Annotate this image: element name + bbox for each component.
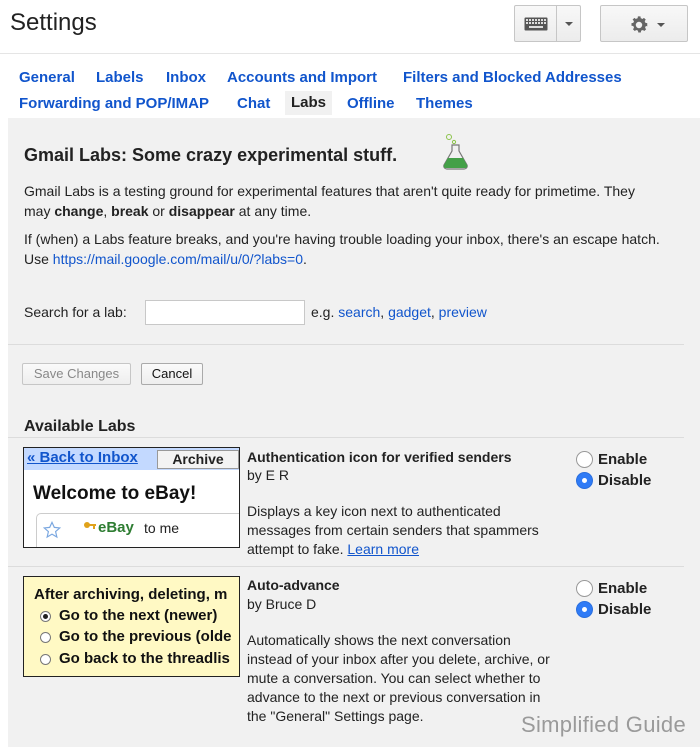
key-icon <box>83 520 97 534</box>
disable-radio-row[interactable] <box>576 599 651 619</box>
disable-radio[interactable] <box>576 601 593 618</box>
enable-radio-row[interactable] <box>576 449 647 469</box>
disable-radio-row[interactable] <box>576 470 651 490</box>
enable-label: Enable <box>598 579 648 597</box>
intro-break: break <box>111 203 149 219</box>
lab-author: by Bruce D <box>247 596 317 612</box>
thumbnail-message-row <box>36 513 240 548</box>
disable-label: Disable <box>598 471 652 489</box>
divider <box>8 344 684 345</box>
star-icon <box>43 521 61 539</box>
lab-name: Authentication icon for verified senders <box>247 449 512 465</box>
thumbnail-option: Go back to the threadlis <box>59 650 230 667</box>
tab-chat[interactable]: Chat <box>237 95 271 112</box>
lab-name: Auto-advance <box>247 577 340 593</box>
intro-end: at any time. <box>234 203 312 219</box>
thumbnail-heading: After archiving, deleting, m <box>34 586 228 603</box>
save-changes-button[interactable]: Save Changes <box>22 363 131 385</box>
example-link-gadget[interactable]: gadget <box>388 304 431 320</box>
watermark: Simplified Guide <box>521 712 686 737</box>
thumbnail-subject: Welcome to eBay! <box>33 483 197 504</box>
enable-label: Enable <box>598 450 648 468</box>
tab-general[interactable]: General <box>19 69 75 86</box>
enable-radio[interactable] <box>576 580 593 597</box>
tab-themes[interactable]: Themes <box>416 95 473 112</box>
thumbnail-radio <box>40 654 51 665</box>
labs-heading: Gmail Labs: Some crazy experimental stuff. <box>24 145 398 165</box>
settings-gear-button[interactable] <box>600 5 688 42</box>
thumbnail-back-to-inbox: « Back to Inbox <box>27 449 138 466</box>
intro-text: Gmail Labs is a testing ground for experimental features that aren't quite ready for primetime. They may <box>24 183 635 219</box>
thumbnail-radio <box>40 632 51 643</box>
example-link-search[interactable]: search <box>338 304 381 320</box>
tab-forwarding-and-pop-imap[interactable]: Forwarding and POP/IMAP <box>19 95 210 112</box>
chevron-down-icon[interactable] <box>565 22 573 26</box>
thumbnail-archive-button: Archive <box>157 450 239 469</box>
button-separator <box>556 6 557 41</box>
intro-change: change <box>54 203 104 219</box>
enable-radio-row[interactable] <box>576 578 647 598</box>
thumbnail-recipient: to me <box>144 520 180 536</box>
search-label: Search for a lab: <box>24 304 127 320</box>
lab-thumbnail-authentication <box>23 447 240 548</box>
lab-thumbnail-auto-advance <box>23 576 240 677</box>
thumbnail-option: Go to the next (newer) <box>59 607 218 624</box>
page-title: Settings <box>10 9 97 36</box>
intro-or: or <box>148 203 169 219</box>
gear-icon <box>628 14 650 36</box>
examples-separator: , <box>380 304 389 320</box>
input-tools-button[interactable] <box>514 5 581 42</box>
escape-hatch-text <box>24 229 664 269</box>
examples-separator: , <box>430 304 439 320</box>
escape-hatch-link[interactable]: https://mail.google.com/mail/u/0/?labs=0 <box>52 251 303 267</box>
examples-prefix: e.g. <box>311 304 339 320</box>
available-labs-heading: Available Labs <box>24 418 136 435</box>
escape-end: . <box>303 251 307 267</box>
tab-filters-and-blocked-addresses[interactable]: Filters and Blocked Addresses <box>403 69 622 86</box>
tab-inbox[interactable]: Inbox <box>166 69 206 86</box>
lab-description <box>247 502 557 559</box>
search-examples <box>311 304 487 320</box>
thumbnail-sender: eBay <box>98 519 134 536</box>
escape-text: If (when) a Labs feature breaks, and you're having trouble loading your inbox, there's an escape hatch. Use <box>24 231 660 267</box>
thumbnail-option: Go to the previous (olde <box>59 628 232 645</box>
search-lab-input[interactable] <box>145 300 305 325</box>
enable-radio[interactable] <box>576 451 593 468</box>
intro-separator: , <box>103 203 112 219</box>
example-link-preview[interactable]: preview <box>438 304 487 320</box>
tab-accounts-and-import[interactable]: Accounts and Import <box>227 69 378 86</box>
lab-description: Automatically shows the next conversation instead of your inbox after you delete, archive, or mute a conversation. You can select whether to advance to the next or previous conversation in the "General" Settings page. <box>247 632 550 724</box>
tab-labels[interactable]: Labels <box>96 69 144 86</box>
tab-labs[interactable]: Labs <box>285 91 332 115</box>
tab-offline[interactable]: Offline <box>347 95 395 112</box>
intro-disappear: disappear <box>168 203 235 219</box>
flask-icon <box>441 133 471 171</box>
thumbnail-radio <box>40 611 51 622</box>
description-text: Displays a key icon next to authenticated messages from certain senders that spammers attempt to fake. <box>247 503 539 557</box>
chevron-down-icon[interactable] <box>657 23 665 27</box>
learn-more-link[interactable]: Learn more <box>347 541 419 557</box>
disable-radio[interactable] <box>576 472 593 489</box>
labs-intro <box>24 181 664 221</box>
lab-author: by E R <box>247 467 290 483</box>
disable-label: Disable <box>598 600 652 618</box>
top-bar <box>0 0 700 54</box>
keyboard-icon <box>524 17 548 31</box>
cancel-button[interactable]: Cancel <box>141 363 203 385</box>
